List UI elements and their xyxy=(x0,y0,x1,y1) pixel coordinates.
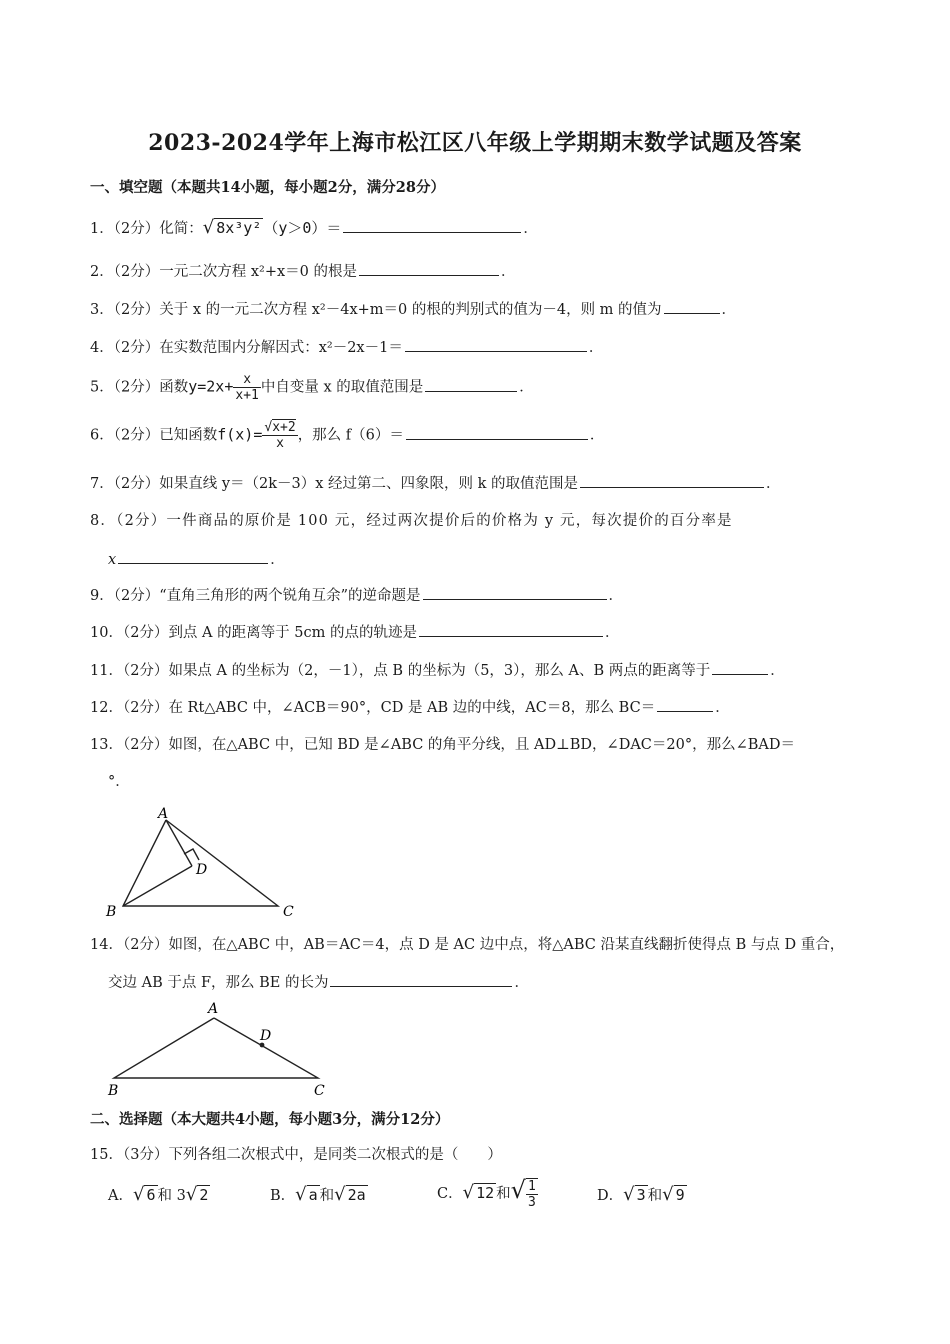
question-score: （2分） xyxy=(113,340,160,356)
question-7 xyxy=(90,473,781,494)
question-1 xyxy=(90,218,538,239)
question-score: （2分） xyxy=(116,513,167,529)
question-text: 关于 x 的一元二次方程 x²－4x+m＝0 的根的判别式的值为－4，则 m 的值为 xyxy=(159,302,662,318)
question-text: 化简： xyxy=(159,221,203,237)
fraction-numerator xyxy=(262,420,297,436)
question-number: 7． xyxy=(90,476,114,492)
radical-sign-icon: √ xyxy=(510,1176,526,1204)
question-text: 已知函数 xyxy=(159,427,218,444)
question-text: ，那么 f（6）＝ xyxy=(297,427,404,444)
punct: ． xyxy=(721,302,737,318)
question-8-line-2 xyxy=(108,549,285,570)
question-score: （2分） xyxy=(113,588,160,604)
option-text: 和 xyxy=(496,1186,511,1202)
radical-sign-icon: √ xyxy=(462,1182,475,1203)
question-text: 在实数范围内分解因式：x²－2x－1＝ xyxy=(159,340,403,356)
label-d: D xyxy=(196,862,208,878)
answer-blank[interactable] xyxy=(405,337,587,352)
radical-sign-icon: √ xyxy=(334,1184,346,1205)
question-number: 12． xyxy=(90,700,123,716)
fraction-numerator: x xyxy=(233,372,260,388)
question-number: 11． xyxy=(90,663,123,679)
option-label: C． xyxy=(437,1186,463,1202)
punct: ． xyxy=(519,379,534,396)
question-score: （2分） xyxy=(113,264,160,280)
question-score: （2分） xyxy=(122,663,169,679)
answer-blank[interactable] xyxy=(657,697,713,712)
punct: ． xyxy=(715,700,730,716)
answer-blank[interactable] xyxy=(580,473,764,488)
question-number: 8． xyxy=(90,513,117,529)
answer-blank[interactable] xyxy=(359,261,499,276)
question-2 xyxy=(90,261,515,282)
option-b[interactable] xyxy=(270,1184,368,1205)
question-4 xyxy=(90,337,603,358)
fraction xyxy=(262,420,297,451)
option-label: B． xyxy=(270,1188,296,1204)
question-number: 3． xyxy=(90,302,114,318)
radical-sign-icon: √ xyxy=(132,1184,145,1205)
question-number: 6． xyxy=(90,427,114,444)
option-a[interactable] xyxy=(108,1184,210,1205)
radicand: 2 xyxy=(199,1186,209,1204)
radical-sign-icon: √ xyxy=(623,1184,635,1205)
question-13-line-2 xyxy=(108,772,130,792)
question-score: （2分） xyxy=(113,302,160,318)
radicand: 2a xyxy=(347,1186,366,1204)
punct: ． xyxy=(588,340,604,356)
answer-blank[interactable] xyxy=(664,299,720,314)
question-number: 1． xyxy=(90,221,114,237)
radicand: 8x³y² xyxy=(216,219,262,237)
figure-13-triangle xyxy=(100,802,310,920)
question-score: （2分） xyxy=(122,937,169,953)
condition: （y＞0）＝ xyxy=(263,219,342,237)
option-label: D． xyxy=(597,1188,624,1204)
label-b: B xyxy=(106,904,117,920)
question-text: 在 Rt△ABC 中，∠ACB＝90°，CD 是 AB 边的中线，AC＝8，那么 BC＝ xyxy=(168,700,656,716)
radical-sign-icon: √ xyxy=(185,1184,198,1205)
label-d: D xyxy=(260,1028,272,1044)
option-d[interactable] xyxy=(597,1184,687,1205)
option-text: 和 xyxy=(319,1188,335,1204)
question-text: “直角三角形的两个锐角互余”的逆命题是 xyxy=(159,588,421,604)
answer-blank[interactable] xyxy=(330,972,512,987)
question-text: 到点 A 的距离等于 5cm 的点的轨迹是 xyxy=(168,625,417,641)
fraction-denominator: x xyxy=(276,436,284,451)
answer-blank[interactable] xyxy=(419,622,603,637)
question-score: （2分） xyxy=(122,737,169,753)
triangle-abc xyxy=(114,1018,318,1078)
question-text: 一元二次方程 x²+x＝0 的根是 xyxy=(159,264,357,280)
question-score: （2分） xyxy=(113,379,160,396)
question-15 xyxy=(90,1145,502,1165)
question-text: 如图，在△ABC 中，已知 BD 是∠ABC 的角平分线，且 AD⊥BD，∠DAC＝20°，那么∠BAD＝ xyxy=(168,737,796,753)
question-text: 下列各组二次根式中，是同类二次根式的是（ ） xyxy=(168,1147,502,1163)
answer-blank[interactable] xyxy=(118,549,268,564)
punct: ． xyxy=(514,975,529,991)
option-text: 和 3 xyxy=(157,1188,186,1204)
punct: ． xyxy=(589,427,605,444)
question-11 xyxy=(90,660,785,681)
answer-blank[interactable] xyxy=(425,377,517,392)
question-text: 函数 xyxy=(159,379,189,396)
punct: ． xyxy=(270,552,285,568)
option-text: 和 xyxy=(647,1188,663,1204)
label-a: A xyxy=(208,1001,219,1017)
question-number: 13． xyxy=(90,737,123,753)
question-number: 2． xyxy=(90,264,114,280)
label-c: C xyxy=(283,904,294,920)
question-13 xyxy=(90,735,795,755)
question-score: （2分） xyxy=(122,700,169,716)
answer-blank[interactable] xyxy=(343,218,521,233)
question-score: （2分） xyxy=(113,476,160,492)
question-text: 如果点 A 的坐标为（2，－1），点 B 的坐标为（5，3），那么 A、B 两点的距离等于 xyxy=(168,663,711,679)
radicand: 6 xyxy=(146,1186,156,1204)
question-12 xyxy=(90,697,730,718)
radical-sign-icon: √ xyxy=(202,217,215,238)
question-text: 交边 AB 于点 F，那么 BE 的长为 xyxy=(108,975,329,991)
question-number: 10． xyxy=(90,625,123,641)
radicand: x+2 xyxy=(272,420,296,435)
question-text: 中自变量 x 的取值范围是 xyxy=(260,379,424,396)
radicand: 9 xyxy=(675,1186,685,1204)
question-text: 如图，在△ABC 中，AB＝AC＝4，点 D 是 AC 边中点，将△ABC 沿某直线翻折使得点 B 与点 D 重合， xyxy=(168,937,845,953)
option-label: A． xyxy=(108,1188,133,1204)
radicand: a xyxy=(308,1186,318,1204)
question-number: 5． xyxy=(90,379,114,396)
radical-sign-icon: √ xyxy=(264,420,273,435)
question-score: （3分） xyxy=(122,1147,169,1163)
punct: ． xyxy=(770,663,785,679)
label-a: A xyxy=(158,806,169,822)
fraction-numerator: 1 xyxy=(527,1179,536,1194)
question-14-line-2 xyxy=(108,972,529,993)
question-number: 14． xyxy=(90,937,123,953)
figure-14-triangle xyxy=(100,998,340,1100)
question-3 xyxy=(90,299,736,320)
fraction xyxy=(233,372,260,403)
question-number: 15． xyxy=(90,1147,123,1163)
fraction xyxy=(526,1178,538,1210)
question-14 xyxy=(90,935,844,955)
question-score: （2分） xyxy=(113,427,160,444)
question-number: 4． xyxy=(90,340,114,356)
label-c: C xyxy=(314,1083,325,1099)
question-9 xyxy=(90,585,623,606)
question-8 xyxy=(90,511,733,531)
option-c[interactable] xyxy=(437,1176,538,1210)
answer-blank[interactable] xyxy=(712,660,768,675)
page-title: 2023-2024学年上海市松江区八年级上学期期末数学试题及答案 xyxy=(148,130,802,156)
question-number: 9． xyxy=(90,588,114,604)
fraction-denominator: 3 xyxy=(527,1195,536,1210)
question-text: 一件商品的原价是 100 元，经过两次提价后的价格为 y 元，每次提价的百分率是 xyxy=(166,513,733,529)
expression: y=2x+ xyxy=(188,377,234,396)
punct: ． xyxy=(608,588,624,604)
section-heading-multiple-choice: 二、选择题（本大题共4小题，每小题3分，满分12分） xyxy=(90,1111,450,1128)
punct: ． xyxy=(500,264,516,280)
question-10 xyxy=(90,622,619,643)
question-text: 如果直线 y＝（2k－3）x 经过第二、四象限，则 k 的取值范围是 xyxy=(159,476,579,492)
question-score: （2分） xyxy=(113,221,160,237)
punct: ． xyxy=(523,221,538,237)
variable: x xyxy=(108,552,117,568)
segment-ad xyxy=(166,820,192,866)
label-b: B xyxy=(108,1083,119,1099)
fraction-denominator: x+1 xyxy=(235,388,259,403)
radicand: 3 xyxy=(636,1186,646,1204)
punct: ． xyxy=(604,625,620,641)
punct: ． xyxy=(766,476,781,492)
radicand: 12 xyxy=(476,1184,495,1202)
answer-blank[interactable] xyxy=(423,585,607,600)
question-score: （2分） xyxy=(122,625,169,641)
radical-sign-icon: √ xyxy=(295,1184,307,1205)
expression: f(x)= xyxy=(217,425,263,444)
question-text: °． xyxy=(108,774,130,790)
question-6 xyxy=(90,420,604,451)
answer-blank[interactable] xyxy=(406,425,588,440)
question-5 xyxy=(90,372,534,403)
radical-sign-icon: √ xyxy=(662,1184,674,1205)
section-heading-fill-blank: 一、填空题（本题共14小题，每小题2分，满分28分） xyxy=(90,179,445,196)
